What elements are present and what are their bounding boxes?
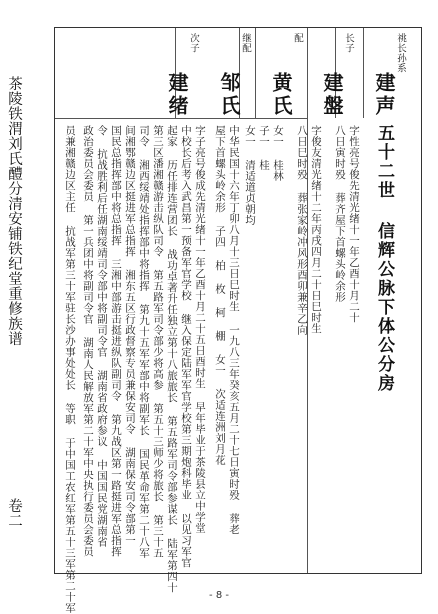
generation-title: 五十二世 信辉公脉下体公分房 (374, 124, 394, 393)
relation-label-3: 配 (292, 33, 303, 43)
relation-label-5: 次子 (188, 33, 199, 53)
text-column-3: 字俊友清光绪十二年丙戌四月二十日巳时生 (310, 125, 322, 334)
text-column-9: 屋下首螺头岭余形 子四 柏 枚 柯 棚 女一 次适连洲刘月花 (214, 125, 226, 466)
text-column-11: 中校长后考入武昌第一预备军官学校 继入保定陆军军官学校第三期炮科毕业 以见习军官 (180, 125, 192, 568)
person-name-2: 建盤 (320, 72, 344, 118)
text-column-5: 女一 桂林 (272, 125, 284, 182)
text-column-1: 字性亮号俊先清光绪十一年乙酉十月二十 (348, 125, 360, 323)
person-name-3: 黄氏 (269, 72, 293, 118)
header-divider (55, 118, 307, 119)
book-title: 茶陵铁渭刘氏醴分清安铺铁纪堂重修族谱 (6, 76, 22, 346)
text-column-2: 八日寅时殁 葬齐屋下首螺头岭余形 (334, 125, 346, 303)
text-column-19: 员兼湘赣边区主任 抗战军第三十军驻长沙办事处处长 等职 于中国工农红军第五十三军第二十军 (64, 125, 76, 614)
text-column-15: 间湘鄂赣边区挺进军总指挥 湘东五区行政督察专员兼保安司令 湖南保安司令部第一 (124, 125, 136, 546)
page-number: - 8 - (209, 590, 229, 601)
text-column-13: 第三区潘湘赣游击纵队司令 第五路军司令部少将高参 第五十三师少将旅长 第三十五 (152, 125, 164, 559)
text-column-12: 起家 历任排连营团长 战功卓著升任独立第十八旅旅长 第五路军司令部参谋长 陆军第四十 (166, 125, 178, 593)
relation-label-4: 继配 (240, 33, 251, 53)
text-column-18: 政治委员会委员 第一兵团中将副司令官 湖南人民解放军第二十军中央执行委员会委员 (82, 125, 94, 557)
person-name-5: 建绪 (165, 72, 189, 118)
text-column-16: 国民总指挥部中将总指挥 三湘中部游击挺进纵队副司令 第九战区第一路挺进军总指挥 (110, 125, 122, 557)
header-separator-3 (363, 28, 364, 118)
text-column-10: 字子亮号俊成先清光绪十一年乙酉十月二十五日酉时生 早年毕业于茶陵县立中学堂 (194, 125, 206, 534)
text-column-7: 女一 清适道贞朝均 (244, 125, 256, 226)
text-column-6: 子一 桂 (258, 125, 270, 171)
person-name-4: 邹氏 (217, 72, 241, 118)
header-separator-6 (255, 28, 256, 118)
text-column-14: 司令 湘西绥靖处指挥部中将指挥 第九十五军军部中将副军长 国民革命军第二十八军 (138, 125, 150, 559)
volume-label: 卷二 (6, 498, 22, 528)
text-column-4: 八日巳时殁 葬张家岭冲风形酉卯兼辛乙向 (296, 125, 308, 336)
relation-label-2: 长子 (343, 33, 354, 53)
person-name-1: 建声 (372, 72, 396, 118)
relation-label-1: 祧长孙系 (395, 33, 406, 73)
text-column-17: 令 抗战胜利后任湖南绥靖司令部中将副司令官 湖南省政府参议 中国国民党湖南省 (96, 125, 108, 548)
text-column-8: 中华民国十六年丁卯八月十三日巳时生 一九八三年癸亥五月二十七日寅时殁 葬老 (228, 125, 240, 535)
